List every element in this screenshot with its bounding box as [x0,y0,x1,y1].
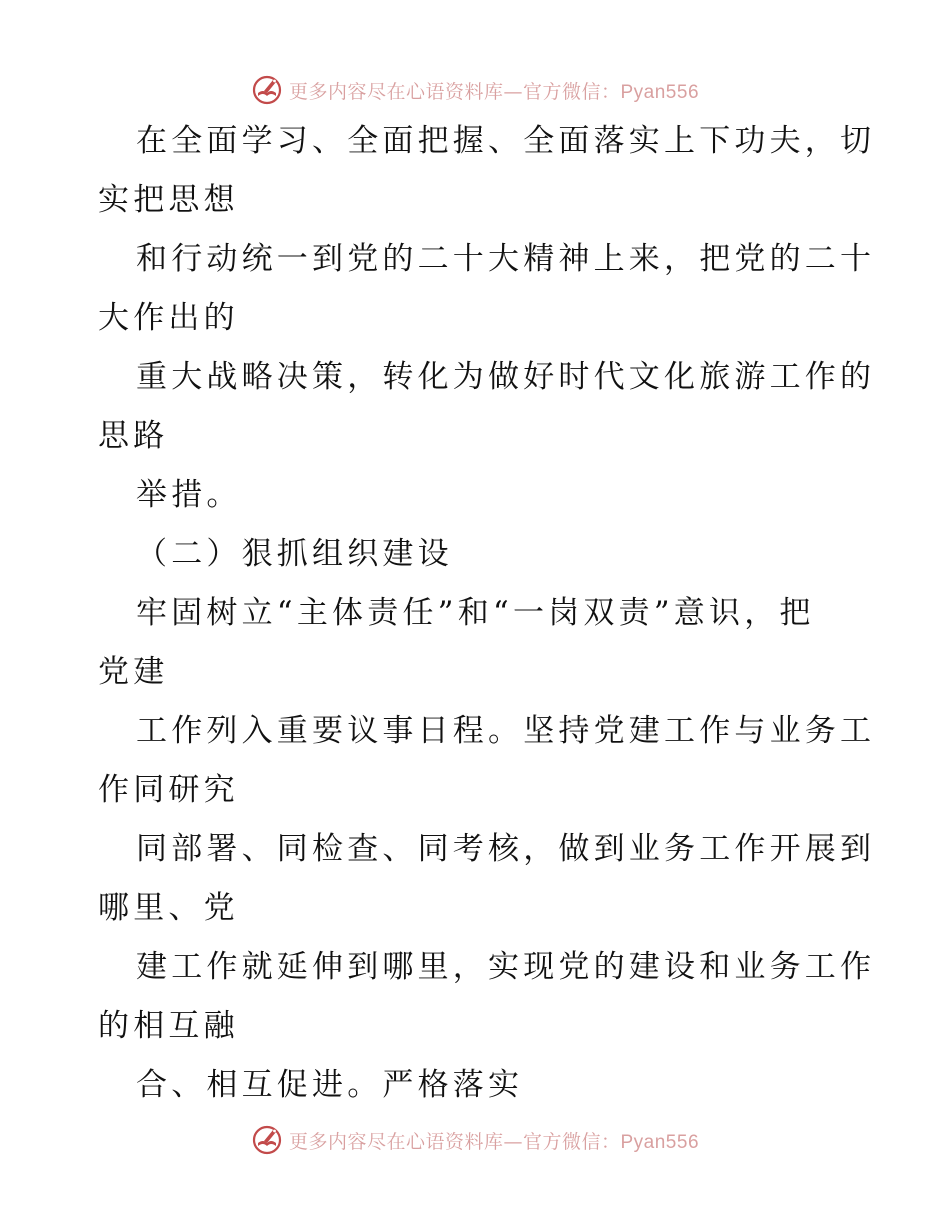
header-banner-text [289,77,699,104]
text-line: 党建 [98,654,169,690]
header-wechat-id: Pyan556 [620,81,700,103]
header-banner [0,70,950,110]
text-line: 大作出的 [98,300,239,336]
text-line: 在全面学习、全面把握、全面落实上下功夫，切 [136,123,876,159]
book-pen-logo-icon [251,1124,283,1156]
text-line: 牢固树立“主体责任”和“一岗双责”意识，把 [136,595,815,631]
text-line: 重大战略决策，转化为做好时代文化旅游工作的 [136,359,876,395]
footer-banner-text [289,1127,699,1154]
footer-wechat-id: Pyan556 [620,1131,700,1153]
text-line: 哪里、党 [98,890,239,926]
footer-banner [0,1120,950,1160]
text-line: 实把思想 [98,182,239,218]
text-line: 工作列入重要议事日程。坚持党建工作与业务工 [136,713,876,749]
footer-banner-inner [251,1124,699,1156]
text-line: 的相互融 [98,1008,239,1044]
text-line: 举措。 [136,477,242,513]
footer-banner-label: 更多内容尽在心语资料库—官方微信： [288,1130,621,1153]
document-body [98,112,876,1115]
text-line: 同部署、同检查、同考核，做到业务工作开展到 [136,831,876,867]
header-banner-inner [251,74,699,106]
text-line: 思路 [98,418,169,454]
header-banner-label: 更多内容尽在心语资料库—官方微信： [288,80,621,103]
text-line: 合、相互促进。严格落实 [136,1067,524,1103]
book-pen-logo-icon [251,74,283,106]
text-line: 和行动统一到党的二十大精神上来，把党的二十 [136,241,876,277]
text-line: （二）狠抓组织建设 [136,536,453,572]
text-line: 建工作就延伸到哪里，实现党的建设和业务工作 [136,949,876,985]
text-line: 作同研究 [98,772,239,808]
